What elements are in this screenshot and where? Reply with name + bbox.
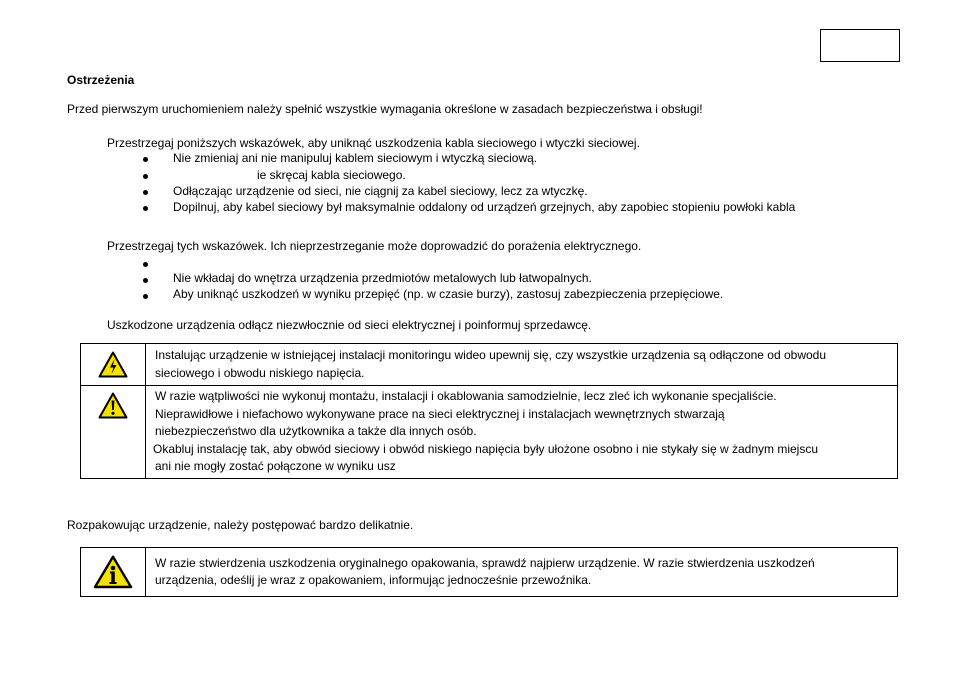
page-number-box [820,29,900,62]
bullet [143,294,148,299]
bullet [143,262,148,267]
table-line: niebezpieczeństwo dla użytkownika a także dla innych osób. [155,424,477,438]
warning-text-cell [146,344,898,386]
table-line: W razie stwierdzenia uszkodzenia oryginalnego opakowania, sprawdź najpierw urządzenie. W razie stwierdzenia uszkodzeń [155,555,815,570]
table-line: sieciowego i obwodu niskiego napięcia. [155,365,365,380]
intro-text: Przed pierwszym uruchomieniem należy spełnić wszystkie wymagania określone w zasadach bezpieczeństwa i obsługi! [67,102,703,116]
bullet [143,278,148,283]
table-line: Nieprawidłowe i niefachowo wykonywane prace na sieci elektrycznej i instalacjach wewnętrznych stwarzają [155,406,725,421]
table-line: Instalując urządzenie w istniejącej instalacji monitoringu wideo upewnij się, czy wszystkie urządzenia są odłączone od obwodu [155,348,827,362]
table-row [81,386,898,479]
table-row [81,548,898,597]
icon-cell [81,548,146,597]
exclamation-warning-icon [81,392,145,419]
info-table [80,547,898,597]
bullet [143,174,148,179]
list-item: Odłączając urządzenie od sieci, nie ciągnij za kabel sieciowy, lecz za wtyczkę. [173,184,588,198]
bullet [143,190,148,195]
table-line: ani nie mogły zostać połączone w wyniku usz [155,459,396,473]
info-icon [81,555,145,589]
table-line: W razie wątpliwości nie wykonuj montażu, instalacji i okablowania samodzielnie, lecz zleć ich wykonanie specjaliście. [155,389,777,403]
table-line: urządzenia, odeślij je wraz z opakowaniem, informując jednocześnie przewoźnika. [155,573,592,587]
icon-cell [81,386,146,479]
shock-section-lead: Przestrzegaj tych wskazówek. Ich nieprzestrzeganie może doprowadzić do porażenia elektrycznego. [107,239,642,253]
damaged-device-note: Uszkodzone urządzenia odłącz niezwłocznie od sieci elektrycznej i poinformuj sprzedawcę. [107,318,592,332]
list-item: Nie zmieniaj ani nie manipuluj kablem sieciowym i wtyczką sieciową. [173,151,538,165]
list-item: Dopilnuj, aby kabel sieciowy był maksymalnie oddalony od urządzeń grzejnych, aby zapobiec stopieniu powłoki kabla [173,200,796,214]
icon-cell [81,344,146,386]
list-item: Aby uniknąć uszkodzeń w wyniku przepięć (np. w czasie burzy), zastosuj zabezpieczenia przepięciowe. [173,287,724,301]
cable-section-lead: Przestrzegaj poniższych wskazówek, aby uniknąć uszkodzenia kabla sieciowego i wtyczki sieciowej. [107,136,640,150]
high-voltage-warning-icon [81,351,145,378]
bullet [143,157,148,162]
unpacking-text: Rozpakowując urządzenie, należy postępować bardzo delikatnie. [67,518,414,532]
table-line: Okabluj instalację tak, aby obwód sieciowy i obwód niskiego napięcia były ułożone osobno i nie stykały się w żadnym miejscu [153,441,819,456]
list-item: ie skręcaj kabla sieciowego. [257,168,406,182]
list-item: Nie wkładaj do wnętrza urządzenia przedmiotów metalowych lub łatwopalnych. [173,271,592,285]
warning-text-cell [146,386,898,479]
warning-table [80,343,898,479]
table-row [81,344,898,386]
info-text-cell [146,548,898,597]
section-heading: Ostrzeżenia [67,73,135,87]
bullet [143,206,148,211]
